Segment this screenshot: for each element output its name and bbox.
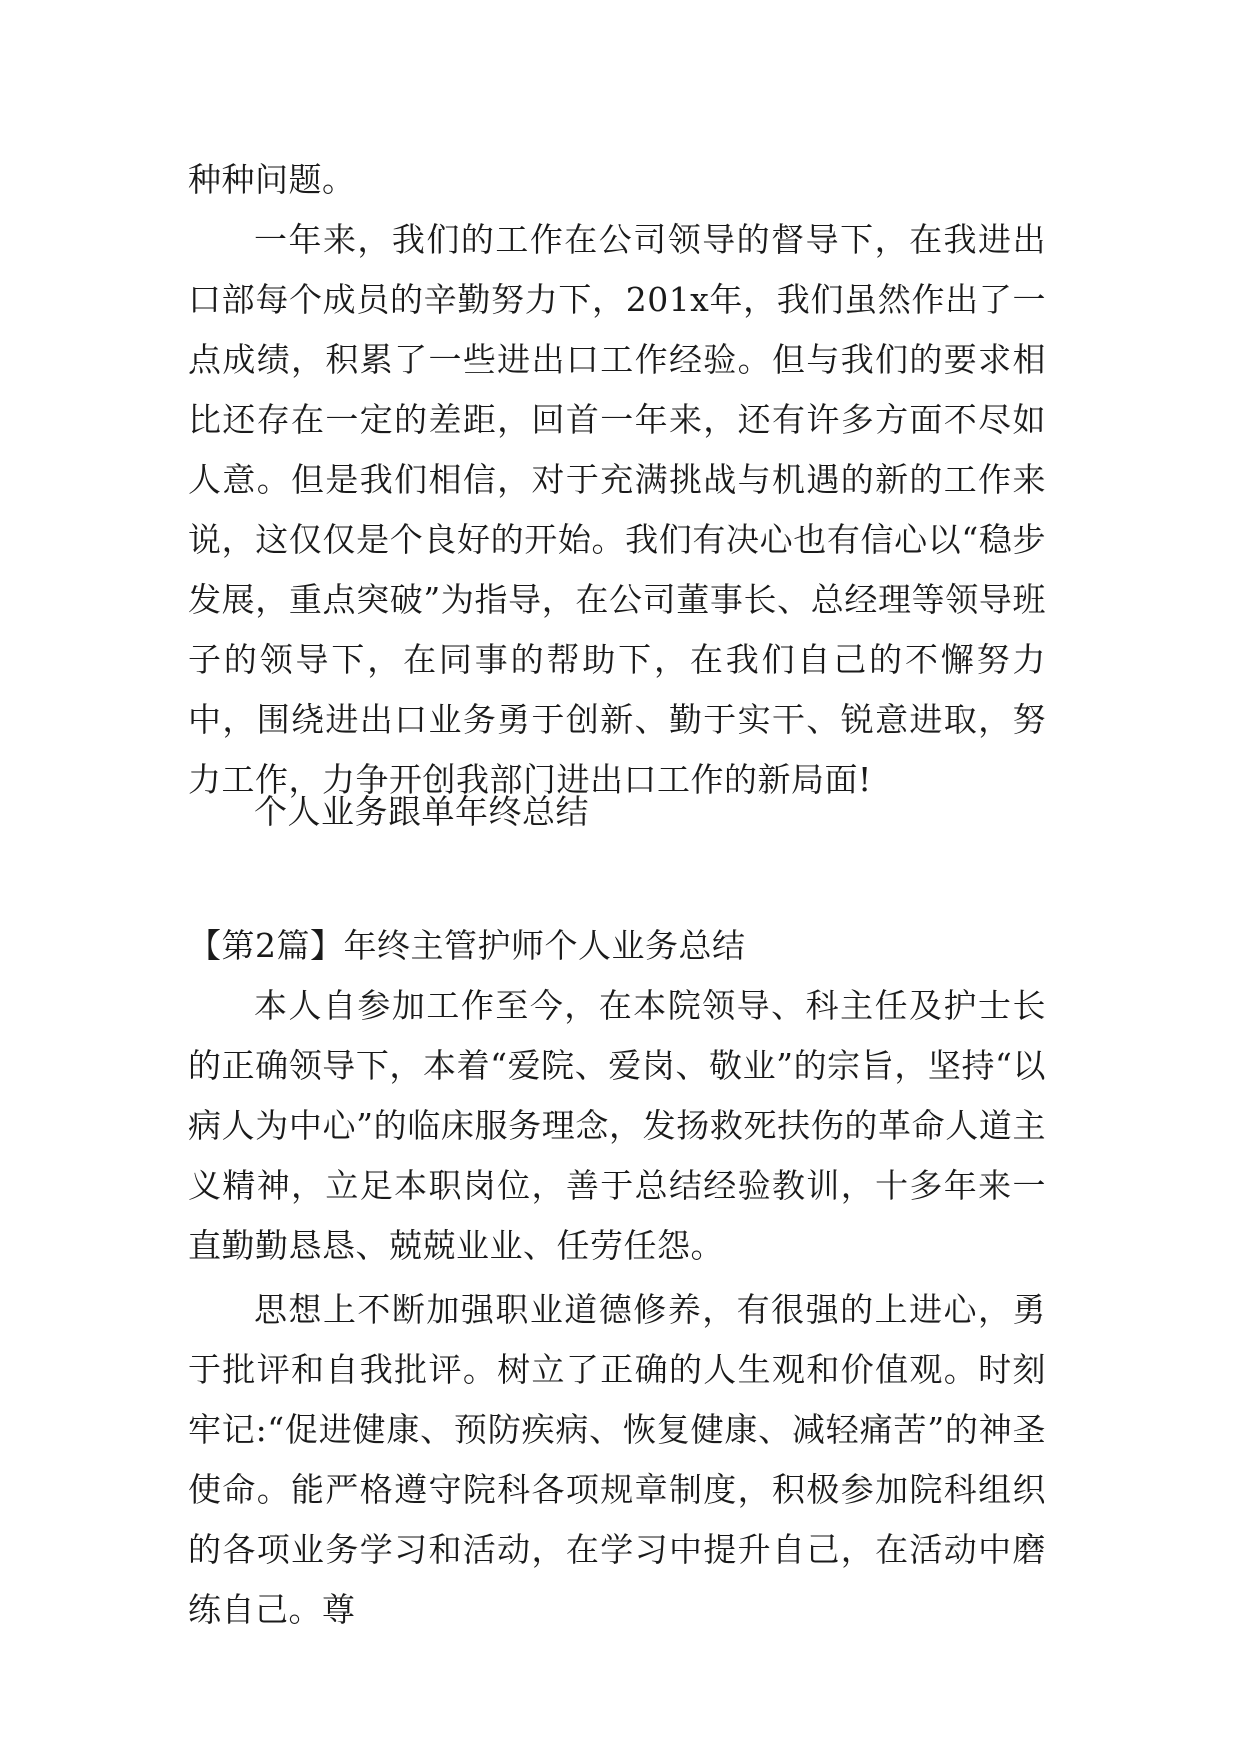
document-subtitle: 个人业务跟单年终总结 xyxy=(254,792,589,831)
section-heading: 【第2篇】年终主管护师个人业务总结 xyxy=(188,926,746,965)
continued-line: 种种问题。 xyxy=(188,160,356,199)
paragraph-ideology: 思想上不断加强职业道德修养，有很强的上进心，勇于批评和自我批评。树立了正确的人生观和价值观。时刻牢记:“促进健康、预防疾病、恢复健康、减轻痛苦”的神圣使命。能严格遵守院科各项规章制度，积极参加院科组织的各项业务学习和活动，在学习中提升自己，在活动中磨练自己。尊 xyxy=(188,1290,1046,1629)
paragraph-annual-summary: 一年来，我们的工作在公司领导的督导下，在我进出口部每个成员的辛勤努力下，201x年，我们虽然作出了一点成绩，积累了一些进出口工作经验。但与我们的要求相比还存在一定的差距，回首一年来，还有许多方面不尽如人意。但是我们相信，对于充满挑战与机遇的新的工作来说，这仅仅是个良好的开始。我们有决心也有信心以“稳步发展，重点突破”为指导，在公司董事长、总经理等领导班子的领导下，在同事的帮助下，在我们自己的不懈努力中，围绕进出口业务勇于创新、勤于实干、锐意进取，努力工作，力争开创我部门进出口工作的新局面! xyxy=(188,220,1046,799)
paragraph-introduction: 本人自参加工作至今，在本院领导、科主任及护士长的正确领导下，本着“爱院、爱岗、敬业”的宗旨，坚持“以病人为中心”的临床服务理念，发扬救死扶伤的革命人道主义精神，立足本职岗位，善于总结经验教训，十多年来一直勤勤恳恳、兢兢业业、任劳任怨。 xyxy=(188,986,1046,1265)
